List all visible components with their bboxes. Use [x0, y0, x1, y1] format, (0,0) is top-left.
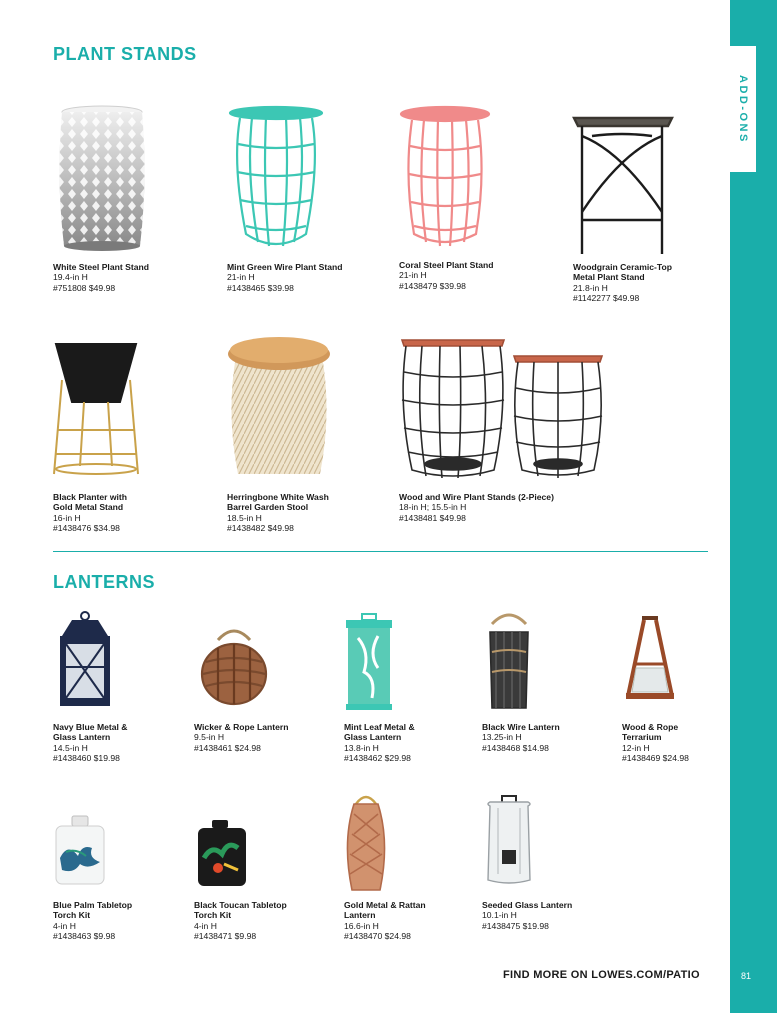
- product-name: Coral Steel Plant Stand: [399, 260, 494, 270]
- product-price: $49.98: [439, 512, 466, 523]
- product-sku: #1438463: [53, 930, 92, 941]
- black-wire-lantern-image: [484, 612, 534, 712]
- product-name: Glass Lantern: [53, 732, 111, 743]
- product-sku: #1438462: [344, 752, 383, 763]
- section-title-plant-stands: PLANT STANDS: [53, 44, 197, 64]
- product-name: Blue Palm Tabletop: [53, 900, 133, 910]
- product-sku: #1438461: [194, 742, 233, 753]
- product-size: 13.25-in H: [482, 732, 522, 743]
- product-caption: [622, 722, 689, 763]
- mint-green-wire-plant-stand-image: [226, 104, 326, 254]
- product-caption: [194, 722, 288, 753]
- product-caption: [573, 262, 672, 303]
- wicker-rope-lantern-image: [198, 626, 270, 708]
- product-size: 4-in H: [194, 920, 217, 931]
- gold-metal-rattan-lantern-image: [340, 794, 392, 894]
- product-caption: [344, 900, 426, 941]
- product-sku: #1438475: [482, 920, 521, 931]
- product-price: $9.98: [234, 930, 257, 941]
- product-name: White Steel Plant Stand: [53, 262, 149, 272]
- product-caption: [227, 492, 329, 533]
- product-caption: [53, 492, 127, 533]
- product-sku: #1438476: [53, 522, 92, 533]
- product-name: Mint Green Wire Plant Stand: [227, 262, 343, 272]
- product-name: Terrarium: [622, 732, 662, 743]
- product-size: 14.5-in H: [53, 742, 88, 753]
- product-price: $49.98: [613, 292, 640, 303]
- navy-blue-lantern-image: [54, 610, 116, 710]
- product-name: Woodgrain Ceramic-Top: [573, 262, 672, 272]
- product-name: Wicker & Rope Lantern: [194, 722, 289, 732]
- product-price: $49.98: [88, 282, 116, 293]
- product-name: Black Wire Lantern: [482, 722, 560, 732]
- product-size: 16-in H: [53, 512, 81, 523]
- product-price: $34.98: [93, 522, 120, 533]
- product-sku: #1438471: [194, 930, 233, 941]
- product-caption: [227, 262, 342, 293]
- black-toucan-torch-kit-image: [194, 818, 250, 888]
- product-caption: [53, 900, 132, 941]
- product-price: $39.98: [267, 282, 294, 293]
- product-name: Seeded Glass Lantern: [482, 900, 573, 910]
- product-sku: #1438481: [399, 512, 438, 523]
- product-name: Wood & Rope: [622, 722, 679, 732]
- product-sku: #1438460: [53, 752, 92, 763]
- white-steel-plant-stand-image: [54, 104, 150, 254]
- herringbone-barrel-stool-image: [224, 334, 334, 482]
- product-sku: #1142277: [573, 292, 611, 303]
- wood-wire-plant-stands-image: [398, 336, 604, 480]
- product-caption: [53, 722, 128, 763]
- product-caption: [53, 262, 149, 293]
- product-name: Lantern: [344, 910, 376, 921]
- product-sku: #1438470: [344, 930, 383, 941]
- product-name: Torch Kit: [194, 910, 232, 921]
- page-number: 81: [741, 971, 752, 981]
- product-size: 21-in H: [227, 272, 255, 283]
- product-sku: #1438469: [622, 752, 661, 763]
- product-price: $29.98: [384, 752, 411, 763]
- product-price: $19.98: [93, 752, 120, 763]
- black-planter-gold-stand-image: [50, 338, 142, 478]
- footer-link-text[interactable]: FIND MORE ON LOWES.COM/PATIO: [503, 969, 700, 981]
- product-name: Gold Metal & Rattan: [344, 900, 426, 910]
- product-sku: #1438479: [399, 280, 438, 291]
- product-sku: #751808: [53, 282, 87, 293]
- product-size: 21.8-in H: [573, 282, 608, 293]
- side-tab-label: ADD-ONS: [737, 74, 749, 144]
- product-price: $39.98: [439, 280, 466, 291]
- product-sku: #1438468: [482, 742, 521, 753]
- product-name: Black Toucan Tabletop: [194, 900, 287, 910]
- product-size: 4-in H: [53, 920, 76, 931]
- product-caption: [194, 900, 287, 941]
- product-name: Glass Lantern: [344, 732, 402, 743]
- product-price: $24.98: [384, 930, 411, 941]
- product-price: $49.98: [267, 522, 294, 533]
- product-name: Herringbone White Wash: [227, 492, 329, 502]
- product-price: $24.98: [234, 742, 261, 753]
- product-price: $19.98: [522, 920, 549, 931]
- product-size: 19.4-in H: [53, 272, 88, 283]
- woodgrain-metal-plant-stand-image: [570, 112, 676, 258]
- product-caption: [344, 722, 415, 763]
- product-size: 10.1-in H: [482, 910, 517, 921]
- product-size: 12-in H: [622, 742, 650, 753]
- product-name: Mint Leaf Metal &: [344, 722, 415, 732]
- product-size: 13.8-in H: [344, 742, 379, 753]
- product-sku: #1438482: [227, 522, 266, 533]
- product-size: 18.5-in H: [227, 512, 262, 523]
- product-name: Metal Plant Stand: [573, 272, 645, 283]
- seeded-glass-lantern-image: [482, 794, 536, 886]
- product-size: 18-in H; 15.5-in H: [399, 502, 467, 513]
- product-name: Wood and Wire Plant Stands (2-Piece): [399, 492, 554, 502]
- product-price: $9.98: [93, 930, 116, 941]
- product-caption: [482, 900, 572, 931]
- product-price: $14.98: [522, 742, 549, 753]
- product-name: Gold Metal Stand: [53, 502, 124, 513]
- product-caption: [399, 492, 554, 523]
- mint-leaf-lantern-image: [344, 608, 394, 712]
- product-sku: #1438465: [227, 282, 266, 293]
- product-caption: [399, 260, 494, 291]
- product-size: 21-in H: [399, 270, 427, 281]
- wood-rope-terrarium-image: [622, 612, 678, 704]
- product-size: 16.6-in H: [344, 920, 379, 931]
- product-name: Torch Kit: [53, 910, 91, 921]
- section-title-lanterns: LANTERNS: [53, 572, 155, 592]
- blue-palm-torch-kit-image: [52, 812, 108, 888]
- coral-steel-plant-stand-image: [398, 104, 492, 254]
- product-caption: [482, 722, 560, 753]
- product-size: 9.5-in H: [194, 732, 225, 743]
- product-price: $24.98: [662, 752, 689, 763]
- product-name: Barrel Garden Stool: [227, 502, 309, 513]
- section-divider: [53, 551, 708, 552]
- product-name: Black Planter with: [53, 492, 128, 502]
- product-name: Navy Blue Metal &: [53, 722, 128, 732]
